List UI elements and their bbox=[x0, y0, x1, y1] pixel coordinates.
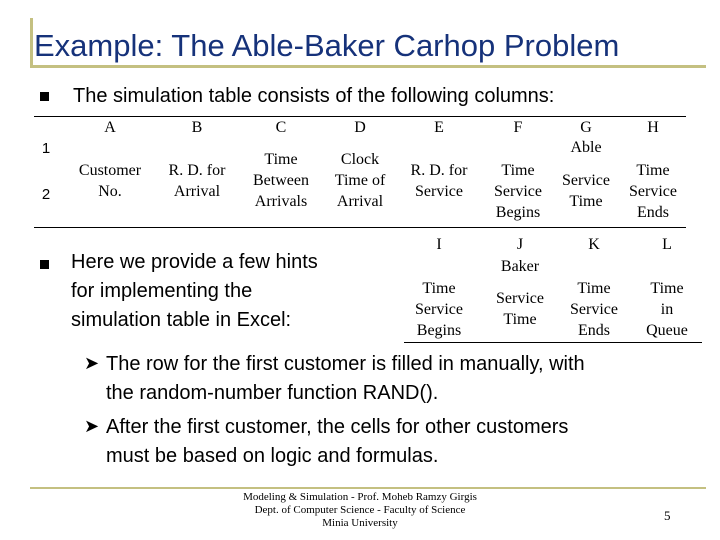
t1-letter-b: B bbox=[191, 119, 203, 136]
footer-divider bbox=[30, 487, 706, 489]
t1-header-a-line: No. bbox=[98, 183, 122, 200]
t2-header-i-line: Begins bbox=[416, 322, 462, 339]
footer-line-2: Dept. of Computer Science - Faculty of Science bbox=[254, 504, 466, 516]
t2-header-j-line: Time bbox=[503, 311, 537, 328]
bullet-2-line-3: simulation table in Excel: bbox=[71, 309, 292, 331]
t1-header-a bbox=[70, 160, 150, 202]
t1-header-e bbox=[398, 160, 480, 202]
t2-group-j: Baker bbox=[500, 258, 540, 275]
t1-header-c-line: Between bbox=[253, 172, 309, 189]
t1-letter-h: H bbox=[647, 119, 659, 136]
t2-header-k-line: Service bbox=[570, 301, 618, 318]
t2-header-i-line: Service bbox=[415, 301, 463, 318]
arrow-bullet-icon: ➤ bbox=[84, 353, 100, 373]
t2-header-i-line: Time bbox=[422, 280, 456, 297]
t1-header-d-line: Clock bbox=[340, 151, 380, 168]
t1-header-d-line: Time of bbox=[334, 172, 386, 189]
t1-letter-f: F bbox=[513, 119, 523, 136]
t2-header-k-line: Time bbox=[577, 280, 611, 297]
t1-letter-a: A bbox=[104, 119, 116, 136]
sub-bullet-2-line-2: must be based on logic and formulas. bbox=[106, 445, 439, 467]
t1-header-f bbox=[484, 160, 552, 223]
t1-header-e-line: Service bbox=[415, 183, 463, 200]
t2-header-l-line: Time bbox=[650, 280, 684, 297]
t2-header-l bbox=[626, 278, 708, 341]
t1-header-b bbox=[160, 160, 234, 202]
bullet-2-line-1: Here we provide a few hints bbox=[71, 251, 318, 273]
t1-letter-e: E bbox=[434, 119, 444, 136]
t2-header-i bbox=[404, 278, 474, 341]
t2-header-j bbox=[486, 288, 554, 330]
bullet-square-icon bbox=[40, 92, 49, 101]
t2-header-k bbox=[554, 278, 634, 341]
row-label-1: 1 bbox=[41, 140, 51, 157]
t2-header-j-line: Service bbox=[496, 290, 544, 307]
t1-header-f-line: Service bbox=[494, 183, 542, 200]
sub-bullet-1-line-2: the random-number function RAND(). bbox=[106, 382, 439, 404]
t1-header-c-line: Time bbox=[264, 151, 298, 168]
t2-letter-j: J bbox=[516, 236, 524, 253]
t1-header-b-line: R. D. for bbox=[168, 162, 226, 179]
bullet-2-line-2: for implementing the bbox=[71, 280, 253, 302]
t1-header-d bbox=[326, 149, 394, 212]
t2-header-l-line: Queue bbox=[646, 322, 688, 339]
t2-header-k-line: Ends bbox=[578, 322, 610, 339]
bullet-square-icon bbox=[40, 260, 49, 269]
t1-header-e-line: R. D. for bbox=[410, 162, 468, 179]
t1-header-f-line: Time bbox=[501, 162, 535, 179]
footer-line-1: Modeling & Simulation - Prof. Moheb Ramzy Girgis bbox=[243, 491, 477, 503]
t1-header-g-line: Time bbox=[569, 193, 603, 210]
footer-line-3: Minia University bbox=[322, 517, 398, 529]
t1-header-h-line: Time bbox=[636, 162, 670, 179]
slide-title: Example: The Able-Baker Carhop Problem bbox=[34, 28, 620, 63]
bullet-1-text: The simulation table consists of the following columns: bbox=[73, 85, 555, 107]
t1-letter-c: C bbox=[275, 119, 287, 136]
t1-header-g bbox=[556, 170, 616, 212]
row-label-2: 2 bbox=[41, 186, 51, 203]
t2-letter-i: I bbox=[436, 236, 442, 253]
t1-header-f-line: Begins bbox=[495, 204, 541, 221]
t1-header-h-line: Ends bbox=[637, 204, 669, 221]
sub-bullet-2-line-1: After the first customer, the cells for other customers bbox=[106, 416, 569, 438]
t1-header-h bbox=[620, 160, 686, 223]
table-bottom-border bbox=[34, 227, 686, 228]
t1-letter-g: G bbox=[580, 119, 592, 136]
t1-group-g: Able bbox=[570, 139, 602, 156]
t1-letter-d: D bbox=[354, 119, 366, 136]
t2-bottom-border bbox=[404, 342, 702, 343]
t1-header-c-line: Arrivals bbox=[254, 193, 308, 210]
sub-bullet-1-line-1: The row for the first customer is filled in manually, with bbox=[106, 353, 585, 375]
t2-letter-l: L bbox=[662, 236, 672, 253]
t1-header-c bbox=[244, 149, 318, 212]
t1-header-a-line: Customer bbox=[78, 162, 142, 179]
arrow-bullet-icon: ➤ bbox=[84, 416, 100, 436]
t2-letter-k: K bbox=[588, 236, 600, 253]
t2-header-l-line: in bbox=[660, 301, 674, 318]
t1-header-h-line: Service bbox=[629, 183, 677, 200]
t1-header-d-line: Arrival bbox=[336, 193, 384, 210]
t1-header-g-line: Service bbox=[562, 172, 610, 189]
page-number: 5 bbox=[664, 508, 671, 523]
t1-header-b-line: Arrival bbox=[173, 183, 221, 200]
